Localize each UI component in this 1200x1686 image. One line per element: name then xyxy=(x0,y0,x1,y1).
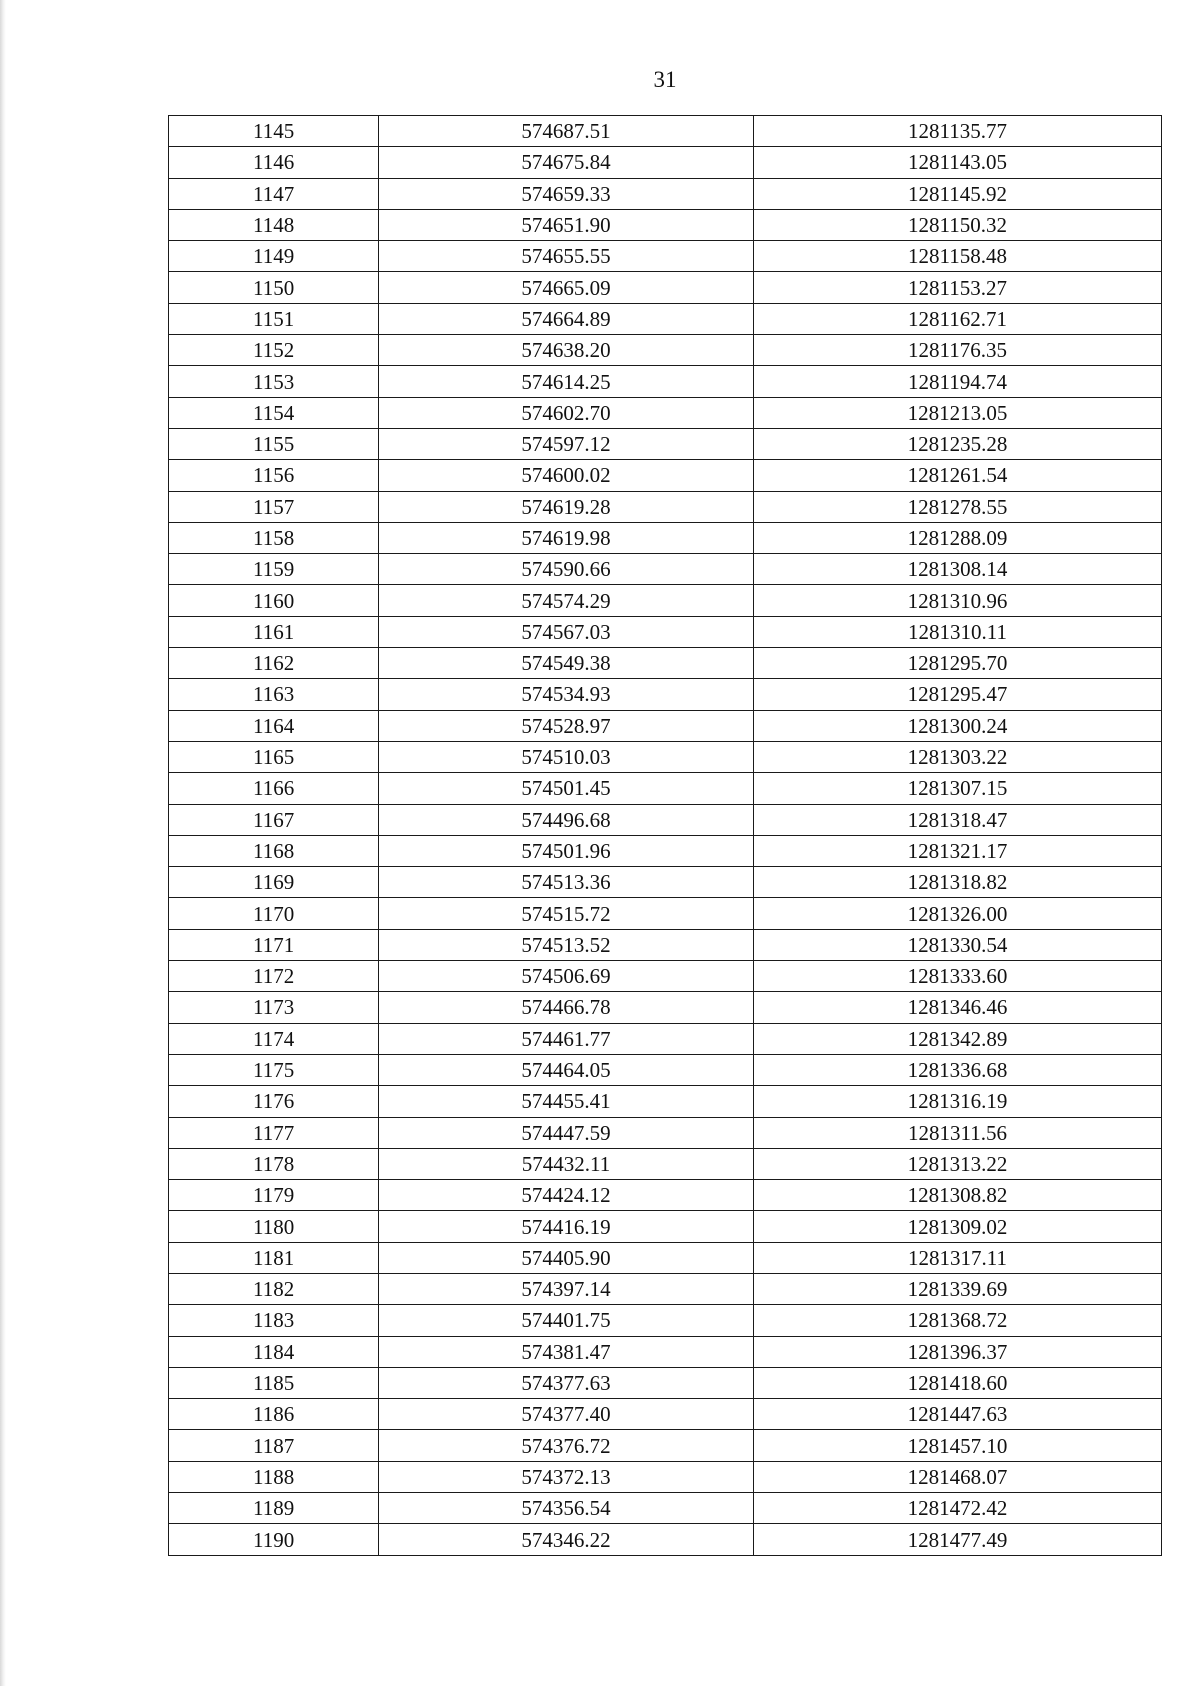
y-coordinate-cell: 1281309.02 xyxy=(754,1211,1162,1242)
table-row xyxy=(169,1054,1162,1085)
x-coordinate-cell: 574602.70 xyxy=(379,397,754,428)
y-coordinate-cell: 1281318.47 xyxy=(754,804,1162,835)
y-coordinate-cell: 1281339.69 xyxy=(754,1273,1162,1304)
y-coordinate-cell: 1281316.19 xyxy=(754,1086,1162,1117)
page-number: 31 xyxy=(653,67,677,92)
table-row xyxy=(169,679,1162,710)
x-coordinate-cell: 574513.52 xyxy=(379,929,754,960)
table-row xyxy=(169,335,1162,366)
y-coordinate-cell: 1281318.82 xyxy=(754,867,1162,898)
y-coordinate-cell: 1281162.71 xyxy=(754,303,1162,334)
point-number-cell: 1161 xyxy=(169,616,379,647)
table-row xyxy=(169,867,1162,898)
table-row xyxy=(169,1242,1162,1273)
table-row xyxy=(169,835,1162,866)
point-number-cell: 1146 xyxy=(169,147,379,178)
table-row xyxy=(169,491,1162,522)
x-coordinate-cell: 574466.78 xyxy=(379,992,754,1023)
x-coordinate-cell: 574567.03 xyxy=(379,616,754,647)
point-number-cell: 1152 xyxy=(169,335,379,366)
x-coordinate-cell: 574549.38 xyxy=(379,648,754,679)
table-row xyxy=(169,710,1162,741)
point-number-cell: 1158 xyxy=(169,522,379,553)
x-coordinate-cell: 574376.72 xyxy=(379,1430,754,1461)
x-coordinate-cell: 574574.29 xyxy=(379,585,754,616)
table-row xyxy=(169,116,1162,147)
table-body xyxy=(169,116,1162,1556)
y-coordinate-cell: 1281145.92 xyxy=(754,178,1162,209)
table-row xyxy=(169,616,1162,647)
table-row xyxy=(169,460,1162,491)
point-number-cell: 1160 xyxy=(169,585,379,616)
table-row xyxy=(169,741,1162,772)
table-row xyxy=(169,1305,1162,1336)
table-row xyxy=(169,1148,1162,1179)
x-coordinate-cell: 574372.13 xyxy=(379,1461,754,1492)
table-row xyxy=(169,585,1162,616)
x-coordinate-cell: 574510.03 xyxy=(379,741,754,772)
x-coordinate-cell: 574665.09 xyxy=(379,272,754,303)
y-coordinate-cell: 1281313.22 xyxy=(754,1148,1162,1179)
table-row xyxy=(169,1461,1162,1492)
table-row xyxy=(169,147,1162,178)
y-coordinate-cell: 1281235.28 xyxy=(754,428,1162,459)
table-row xyxy=(169,773,1162,804)
y-coordinate-cell: 1281135.77 xyxy=(754,116,1162,147)
y-coordinate-cell: 1281310.96 xyxy=(754,585,1162,616)
x-coordinate-cell: 574405.90 xyxy=(379,1242,754,1273)
y-coordinate-cell: 1281311.56 xyxy=(754,1117,1162,1148)
y-coordinate-cell: 1281330.54 xyxy=(754,929,1162,960)
point-number-cell: 1180 xyxy=(169,1211,379,1242)
y-coordinate-cell: 1281143.05 xyxy=(754,147,1162,178)
table-row xyxy=(169,554,1162,585)
y-coordinate-cell: 1281295.47 xyxy=(754,679,1162,710)
point-number-cell: 1155 xyxy=(169,428,379,459)
point-number-cell: 1159 xyxy=(169,554,379,585)
y-coordinate-cell: 1281477.49 xyxy=(754,1524,1162,1555)
table-row xyxy=(169,1211,1162,1242)
point-number-cell: 1177 xyxy=(169,1117,379,1148)
x-coordinate-cell: 574461.77 xyxy=(379,1023,754,1054)
y-coordinate-cell: 1281194.74 xyxy=(754,366,1162,397)
y-coordinate-cell: 1281317.11 xyxy=(754,1242,1162,1273)
x-coordinate-cell: 574619.28 xyxy=(379,491,754,522)
x-coordinate-cell: 574528.97 xyxy=(379,710,754,741)
x-coordinate-cell: 574432.11 xyxy=(379,1148,754,1179)
point-number-cell: 1187 xyxy=(169,1430,379,1461)
y-coordinate-cell: 1281261.54 xyxy=(754,460,1162,491)
y-coordinate-cell: 1281368.72 xyxy=(754,1305,1162,1336)
table-row xyxy=(169,1086,1162,1117)
table-row xyxy=(169,1336,1162,1367)
table-row xyxy=(169,397,1162,428)
point-number-cell: 1188 xyxy=(169,1461,379,1492)
y-coordinate-cell: 1281310.11 xyxy=(754,616,1162,647)
point-number-cell: 1182 xyxy=(169,1273,379,1304)
x-coordinate-cell: 574381.47 xyxy=(379,1336,754,1367)
x-coordinate-cell: 574416.19 xyxy=(379,1211,754,1242)
table-row xyxy=(169,1117,1162,1148)
table-row xyxy=(169,804,1162,835)
y-coordinate-cell: 1281472.42 xyxy=(754,1493,1162,1524)
x-coordinate-cell: 574515.72 xyxy=(379,898,754,929)
y-coordinate-cell: 1281342.89 xyxy=(754,1023,1162,1054)
table-row xyxy=(169,648,1162,679)
y-coordinate-cell: 1281321.17 xyxy=(754,835,1162,866)
table-row xyxy=(169,428,1162,459)
x-coordinate-cell: 574447.59 xyxy=(379,1117,754,1148)
x-coordinate-cell: 574590.66 xyxy=(379,554,754,585)
x-coordinate-cell: 574501.96 xyxy=(379,835,754,866)
point-number-cell: 1163 xyxy=(169,679,379,710)
table-row xyxy=(169,1273,1162,1304)
point-number-cell: 1154 xyxy=(169,397,379,428)
x-coordinate-cell: 574506.69 xyxy=(379,961,754,992)
y-coordinate-cell: 1281288.09 xyxy=(754,522,1162,553)
point-number-cell: 1175 xyxy=(169,1054,379,1085)
point-number-cell: 1169 xyxy=(169,867,379,898)
y-coordinate-cell: 1281326.00 xyxy=(754,898,1162,929)
point-number-cell: 1153 xyxy=(169,366,379,397)
x-coordinate-cell: 574424.12 xyxy=(379,1180,754,1211)
y-coordinate-cell: 1281468.07 xyxy=(754,1461,1162,1492)
point-number-cell: 1145 xyxy=(169,116,379,147)
x-coordinate-cell: 574401.75 xyxy=(379,1305,754,1336)
coordinate-table xyxy=(168,115,1162,1556)
x-coordinate-cell: 574664.89 xyxy=(379,303,754,334)
x-coordinate-cell: 574614.25 xyxy=(379,366,754,397)
point-number-cell: 1178 xyxy=(169,1148,379,1179)
table-row xyxy=(169,241,1162,272)
x-coordinate-cell: 574377.63 xyxy=(379,1367,754,1398)
x-coordinate-cell: 574397.14 xyxy=(379,1273,754,1304)
point-number-cell: 1179 xyxy=(169,1180,379,1211)
x-coordinate-cell: 574655.55 xyxy=(379,241,754,272)
y-coordinate-cell: 1281278.55 xyxy=(754,491,1162,522)
point-number-cell: 1166 xyxy=(169,773,379,804)
point-number-cell: 1150 xyxy=(169,272,379,303)
table-row xyxy=(169,522,1162,553)
y-coordinate-cell: 1281153.27 xyxy=(754,272,1162,303)
scan-edge xyxy=(0,0,6,1686)
y-coordinate-cell: 1281158.48 xyxy=(754,241,1162,272)
table-row xyxy=(169,272,1162,303)
y-coordinate-cell: 1281457.10 xyxy=(754,1430,1162,1461)
y-coordinate-cell: 1281307.15 xyxy=(754,773,1162,804)
table-row xyxy=(169,1367,1162,1398)
x-coordinate-cell: 574513.36 xyxy=(379,867,754,898)
table-row xyxy=(169,898,1162,929)
x-coordinate-cell: 574619.98 xyxy=(379,522,754,553)
point-number-cell: 1156 xyxy=(169,460,379,491)
table-row xyxy=(169,303,1162,334)
y-coordinate-cell: 1281308.14 xyxy=(754,554,1162,585)
table-row xyxy=(169,1524,1162,1555)
point-number-cell: 1164 xyxy=(169,710,379,741)
point-number-cell: 1151 xyxy=(169,303,379,334)
y-coordinate-cell: 1281176.35 xyxy=(754,335,1162,366)
point-number-cell: 1149 xyxy=(169,241,379,272)
point-number-cell: 1181 xyxy=(169,1242,379,1273)
point-number-cell: 1186 xyxy=(169,1399,379,1430)
x-coordinate-cell: 574464.05 xyxy=(379,1054,754,1085)
y-coordinate-cell: 1281346.46 xyxy=(754,992,1162,1023)
point-number-cell: 1176 xyxy=(169,1086,379,1117)
x-coordinate-cell: 574377.40 xyxy=(379,1399,754,1430)
table-row xyxy=(169,178,1162,209)
point-number-cell: 1190 xyxy=(169,1524,379,1555)
table-row xyxy=(169,961,1162,992)
table-row xyxy=(169,1180,1162,1211)
point-number-cell: 1172 xyxy=(169,961,379,992)
table-row xyxy=(169,1399,1162,1430)
y-coordinate-cell: 1281418.60 xyxy=(754,1367,1162,1398)
y-coordinate-cell: 1281303.22 xyxy=(754,741,1162,772)
point-number-cell: 1165 xyxy=(169,741,379,772)
point-number-cell: 1167 xyxy=(169,804,379,835)
table-row xyxy=(169,1023,1162,1054)
x-coordinate-cell: 574651.90 xyxy=(379,209,754,240)
table-row xyxy=(169,929,1162,960)
point-number-cell: 1189 xyxy=(169,1493,379,1524)
table-row xyxy=(169,1430,1162,1461)
point-number-cell: 1171 xyxy=(169,929,379,960)
point-number-cell: 1185 xyxy=(169,1367,379,1398)
table-row xyxy=(169,366,1162,397)
y-coordinate-cell: 1281333.60 xyxy=(754,961,1162,992)
x-coordinate-cell: 574455.41 xyxy=(379,1086,754,1117)
y-coordinate-cell: 1281213.05 xyxy=(754,397,1162,428)
x-coordinate-cell: 574600.02 xyxy=(379,460,754,491)
y-coordinate-cell: 1281447.63 xyxy=(754,1399,1162,1430)
x-coordinate-cell: 574638.20 xyxy=(379,335,754,366)
point-number-cell: 1147 xyxy=(169,178,379,209)
point-number-cell: 1183 xyxy=(169,1305,379,1336)
point-number-cell: 1162 xyxy=(169,648,379,679)
point-number-cell: 1184 xyxy=(169,1336,379,1367)
x-coordinate-cell: 574501.45 xyxy=(379,773,754,804)
y-coordinate-cell: 1281396.37 xyxy=(754,1336,1162,1367)
point-number-cell: 1157 xyxy=(169,491,379,522)
y-coordinate-cell: 1281150.32 xyxy=(754,209,1162,240)
x-coordinate-cell: 574346.22 xyxy=(379,1524,754,1555)
y-coordinate-cell: 1281295.70 xyxy=(754,648,1162,679)
table-row xyxy=(169,1493,1162,1524)
x-coordinate-cell: 574675.84 xyxy=(379,147,754,178)
x-coordinate-cell: 574496.68 xyxy=(379,804,754,835)
y-coordinate-cell: 1281308.82 xyxy=(754,1180,1162,1211)
x-coordinate-cell: 574597.12 xyxy=(379,428,754,459)
x-coordinate-cell: 574687.51 xyxy=(379,116,754,147)
point-number-cell: 1174 xyxy=(169,1023,379,1054)
table-row xyxy=(169,209,1162,240)
x-coordinate-cell: 574356.54 xyxy=(379,1493,754,1524)
x-coordinate-cell: 574659.33 xyxy=(379,178,754,209)
point-number-cell: 1148 xyxy=(169,209,379,240)
y-coordinate-cell: 1281336.68 xyxy=(754,1054,1162,1085)
point-number-cell: 1173 xyxy=(169,992,379,1023)
point-number-cell: 1168 xyxy=(169,835,379,866)
y-coordinate-cell: 1281300.24 xyxy=(754,710,1162,741)
table-row xyxy=(169,992,1162,1023)
x-coordinate-cell: 574534.93 xyxy=(379,679,754,710)
point-number-cell: 1170 xyxy=(169,898,379,929)
